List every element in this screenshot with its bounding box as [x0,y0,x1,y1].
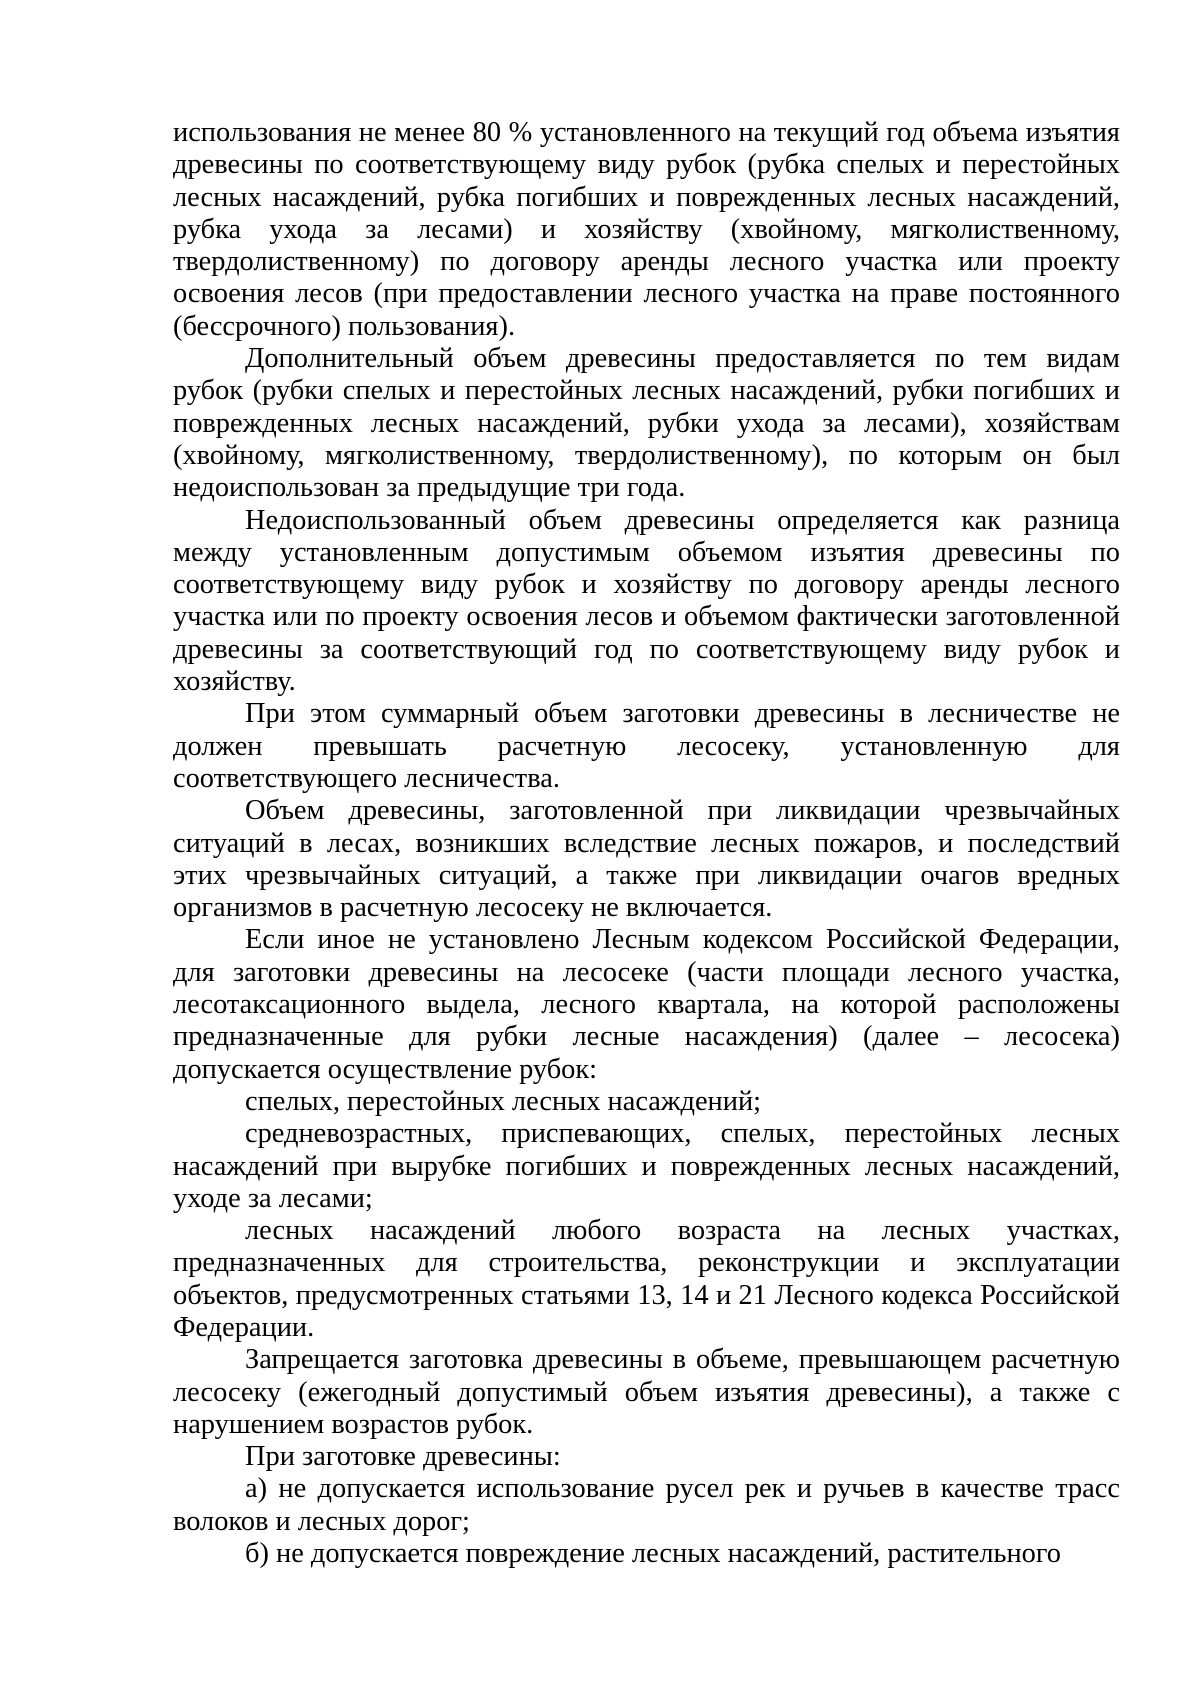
paragraph-1: использования не менее 80 % установленного на текущий год объема изъятия древесины по соответствующему виду рубок (рубка спелых и перестойных лесных насаждений, рубка погибших и поврежденных лесных насаждений, рубка ухода за лесами) и хозяйству (хвойному, мягколиственному, твердолиственному) по договору аренды лесного участка или проекту освоения лесов (при предоставлении лесного участка на праве постоянного (бессрочного) пользования). [173,117,1120,342]
paragraph-2: Дополнительный объем древесины предоставляется по тем видам рубок (рубки спелых и перестойных лесных насаждений, рубки погибших и поврежденных лесных насаждений, рубки ухода за лесами), хозяйствам (хвойному, мягколиственному, твердолиственному), по которым он был недоиспользован за предыдущие три года. [173,343,1120,504]
list-item-a: а) не допускается использование русел рек и ручьев в качестве трасс волоков и лесных дорог; [173,1473,1120,1537]
document-page [173,117,1120,1570]
paragraph-prohibition: Запрещается заготовка древесины в объеме, превышающем расчетную лесосеку (ежегодный допустимый объем изъятия древесины), а также с нарушением возрастов рубок. [173,1344,1120,1440]
paragraph-5: Объем древесины, заготовленной при ликвидации чрезвычайных ситуаций в лесах, возникших вследствие лесных пожаров, и последствий этих чрезвычайных ситуаций, а также при ликвидации очагов вредных организмов в расчетную лесосеку не включается. [173,795,1120,924]
paragraph-6: Если иное не установлено Лесным кодексом Российской Федерации, для заготовки древесины на лесосеке (части площади лесного участка, лесотаксационного выдела, лесного квартала, на которой расположены предназначенные для рубки лесные насаждения) (далее – лесосека) допускается осуществление рубок: [173,924,1120,1085]
list-item-middle-aged-stands: средневозрастных, приспевающих, спелых, перестойных лесных насаждений при вырубке погибших и поврежденных лесных насаждений, уходе за лесами; [173,1118,1120,1214]
list-item-ripe-stands: спелых, перестойных лесных насаждений; [245,1085,762,1117]
paragraph-4: При этом суммарный объем заготовки древесины в лесничестве не должен превышать расчетную лесосеку, установленную для соответствующего лесничества. [173,698,1120,794]
list-item-b: б) не допускается повреждение лесных насаждений, растительного [245,1538,1061,1570]
paragraph-harvesting-intro: При заготовке древесины: [245,1441,561,1473]
paragraph-3: Недоиспользованный объем древесины определяется как разница между установленным допустимым объемом изъятия древесины по соответствующему виду рубок и хозяйству по договору аренды лесного участка или по проекту освоения лесов и объемом фактически заготовленной древесины за соответствующий год по соответствующему виду рубок и хозяйству. [173,504,1120,698]
list-item-any-age-stands: лесных насаждений любого возраста на лесных участках, предназначенных для строительства, реконструкции и эксплуатации объектов, предусмотренных статьями 13, 14 и 21 Лесного кодекса Российской Федерации. [173,1215,1120,1343]
